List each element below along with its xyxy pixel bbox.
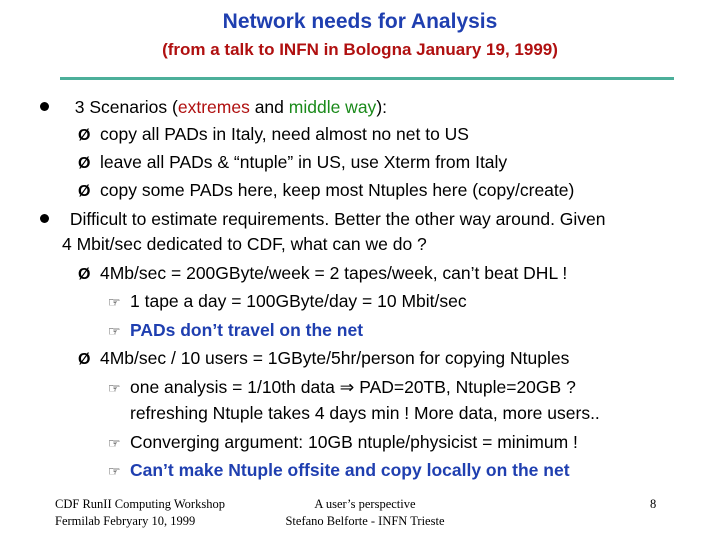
- hand-item-text: Can’t make Ntuple offsite and copy locally on the net: [130, 460, 570, 480]
- bullet-difficult-cont: 4 Mbit/sec dedicated to CDF, what can we do ?: [62, 234, 427, 254]
- pointing-hand-icon: ☞: [108, 380, 121, 396]
- sub-bullet-text: copy all PADs in Italy, need almost no net to US: [100, 124, 469, 144]
- slide-title: Network needs for Analysis: [222, 10, 498, 33]
- sub-bullet-5: [78, 347, 569, 371]
- arrow-bullet-icon: Ø: [78, 155, 91, 172]
- pointing-hand-icon: ☞: [108, 294, 121, 310]
- hand-item-text: 1 tape a day = 100GByte/day = 10 Mbit/sec: [130, 291, 467, 311]
- sub-bullet-text: 4Mb/sec = 200GByte/week = 2 tapes/week, can’t beat DHL !: [100, 263, 568, 283]
- hand-item-text: Converging argument: 10GB ntuple/physicist = minimum !: [130, 432, 578, 452]
- bullet-difficult: [40, 208, 606, 230]
- scenarios-text-mid: and: [249, 97, 289, 117]
- round-bullet-icon: [40, 102, 49, 111]
- hand-item-1: [108, 290, 467, 313]
- sub-bullet-3: [78, 179, 574, 203]
- sub-bullet-2: [78, 151, 507, 175]
- footer-perspective: A user’s perspective: [314, 497, 416, 511]
- footer-workshop: CDF RunII Computing Workshop: [55, 497, 225, 511]
- scenarios-extremes: extremes: [177, 97, 250, 117]
- hand-item-3-cont: refreshing Ntuple takes 4 days min ! More data, more users..: [130, 403, 600, 423]
- pointing-hand-icon: ☞: [108, 323, 121, 339]
- pointing-hand-icon: ☞: [108, 463, 121, 479]
- scenarios-text-post: ):: [376, 97, 388, 117]
- arrow-bullet-icon: Ø: [78, 183, 91, 200]
- footer-date: Fermilab Febryary 10, 1999: [55, 514, 196, 528]
- sub-bullet-text: copy some PADs here, keep most Ntuples here (copy/create): [100, 180, 575, 200]
- arrow-bullet-icon: Ø: [78, 266, 91, 283]
- footer-page-number: 8: [650, 497, 657, 511]
- scenarios-text-pre: 3 Scenarios (: [74, 97, 178, 117]
- hand-item-3: [108, 376, 576, 399]
- scenarios-middle-way: middle way: [288, 97, 377, 117]
- slide-subtitle: (from a talk to INFN in Bologna January 19, 1999): [162, 40, 558, 59]
- pointing-hand-icon: ☞: [108, 435, 121, 451]
- hand-item-2: [108, 319, 363, 342]
- sub-bullet-text: 4Mb/sec / 10 users = 1GByte/5hr/person for copying Ntuples: [100, 348, 570, 368]
- hand-item-4: [108, 431, 578, 454]
- round-bullet-icon: [40, 214, 49, 223]
- hand-item-5: [108, 459, 570, 482]
- arrow-bullet-icon: Ø: [78, 351, 91, 368]
- footer-author: Stefano Belforte - INFN Trieste: [285, 514, 445, 528]
- bullet-scenarios: [40, 96, 387, 118]
- hand-item-text: PADs don’t travel on the net: [130, 320, 364, 340]
- title-divider: [60, 77, 674, 80]
- footer-center: [270, 496, 460, 530]
- arrow-bullet-icon: Ø: [78, 127, 91, 144]
- sub-bullet-1: [78, 123, 469, 147]
- footer-left: [55, 496, 225, 530]
- sub-bullet-4: [78, 262, 567, 286]
- difficult-text-line1: Difficult to estimate requirements. Better the other way around. Given: [69, 209, 606, 229]
- hand-item-text: one analysis = 1/10th data ⇒ PAD=20TB, Ntuple=20GB ?: [130, 377, 576, 397]
- sub-bullet-text: leave all PADs & “ntuple” in US, use Xterm from Italy: [100, 152, 508, 172]
